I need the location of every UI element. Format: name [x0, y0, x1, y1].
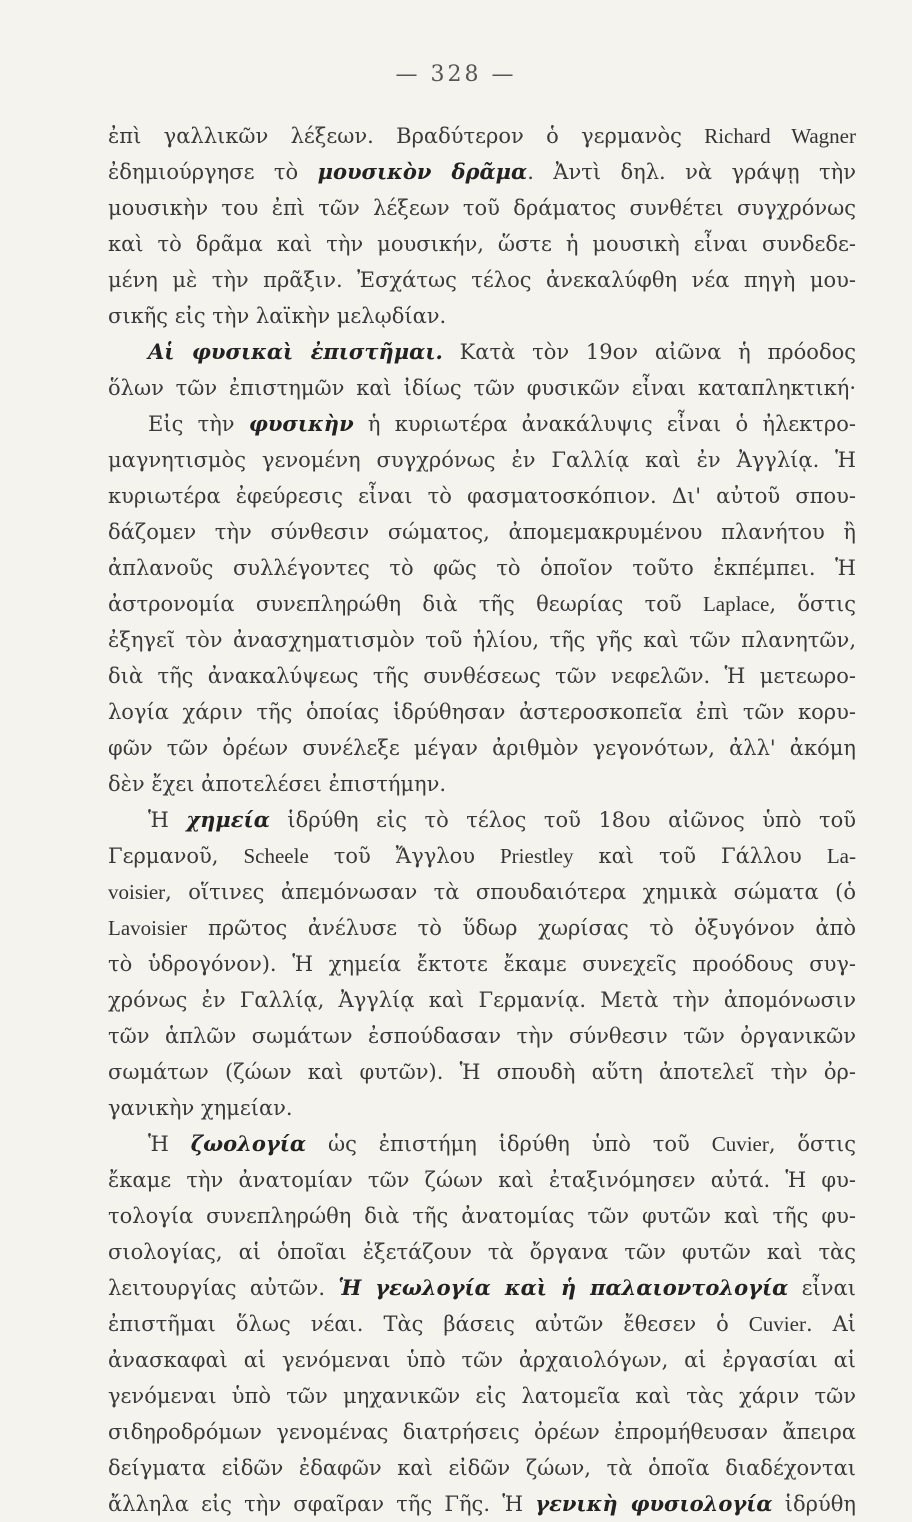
emphasized-term: γενικὴ φυσιολογία [535, 1491, 773, 1516]
text-segment: δὲν ἔχει ἀποτελέσει ἐπιστήμην. [108, 772, 447, 796]
text-segment: Laplace [702, 592, 770, 616]
text-segment: Cuvier [711, 1132, 769, 1156]
emphasized-term: χημεία [186, 807, 270, 832]
text-segment: διὰ τῆς ἀνακαλύψεως τῆς συνθέσεως τῶν νεφελῶν. Ἡ μετεωρο- [108, 664, 856, 688]
emphasized-term: Ἡ γεωλογία καὶ ἡ παλαιοντολογία [338, 1275, 789, 1300]
text-segment: . Αἱ [805, 1312, 856, 1336]
text-line [108, 262, 856, 298]
text-segment: σιδηροδρόμων γενομένας διατρήσεις ὀρέων ἐπρομήθευσαν ἄπειρα [108, 1420, 856, 1444]
page-number: — 328 — [395, 62, 517, 87]
text-line [108, 1090, 856, 1126]
text-line [108, 1234, 856, 1270]
text-segment: Lavoisier [108, 916, 188, 940]
text-line [108, 1378, 856, 1414]
text-line [108, 334, 856, 370]
emphasized-term: μουσικὸν δρᾶμα [317, 159, 528, 184]
text-segment: ἀπλανοῦς συλλέγοντες τὸ φῶς τὸ ὁποῖον τοῦτο ἐκπέμπει. Ἡ [108, 556, 856, 580]
text-segment: Scheele [243, 844, 309, 868]
text-line [108, 1198, 856, 1234]
text-segment: κυριωτέρα ἐφεύρεσις εἶναι τὸ φασματοσκόπιον. Δι' αὐτοῦ σπου- [108, 484, 856, 508]
text-segment: , ὅστις [769, 592, 856, 616]
text-segment: ἡ κυριωτέρα ἀνακάλυψις εἶναι ὁ ἠλεκτρο- [353, 412, 856, 436]
text-segment: ἀνασκαφαὶ αἱ γενόμεναι ὑπὸ τῶν ἀρχαιολόγων, αἱ ἐργασίαι αἱ [108, 1348, 856, 1372]
text-segment: φῶν τῶν ὀρέων συνέλεξε μέγαν ἀριθμὸν γεγονότων, ἀλλ' ἀκόμη [108, 736, 856, 760]
text-segment: λογία χάριν τῆς ὁποίας ἱδρύθησαν ἀστεροσκοπεῖα ἐπὶ τῶν κορυ- [108, 700, 856, 724]
text-line [108, 910, 856, 946]
text-line [108, 802, 856, 838]
text-line [108, 1450, 856, 1486]
text-segment: λειτουργίας αὐτῶν. [108, 1276, 339, 1300]
text-segment: δείγματα εἰδῶν ἐδαφῶν καὶ εἰδῶν ζώων, τὰ ὁποῖα διαδέχονται [108, 1456, 856, 1480]
text-segment: μουσικὴν του ἐπὶ τῶν λέξεων τοῦ δράματος συνθέτει συγχρόνως [108, 196, 856, 220]
text-segment: σωμάτων (ζώων καὶ φυτῶν). Ἡ σπουδὴ αὕτη ἀποτελεῖ τὴν ὀρ- [108, 1060, 856, 1084]
text-segment: Ἡ [148, 1132, 191, 1156]
text-line [108, 1270, 856, 1306]
text-segment: χρόνως ἐν Γαλλίᾳ, Ἀγγλίᾳ καὶ Γερμανίᾳ. Μετὰ τὴν ἀπομόνωσιν [108, 988, 856, 1012]
text-line [108, 586, 856, 622]
text-line [108, 946, 856, 982]
text-line [108, 1414, 856, 1450]
text-line [108, 514, 856, 550]
text-segment: γανικὴν χημείαν. [108, 1096, 293, 1120]
emphasized-term: ζωολογία [190, 1131, 307, 1156]
text-line [108, 1306, 856, 1342]
text-segment: La- [826, 844, 856, 868]
text-segment: καὶ τὸ δρᾶμα καὶ τὴν μουσικήν, ὥστε ἡ μουσικὴ εἶναι συνδεδε- [108, 232, 856, 256]
text-line [108, 550, 856, 586]
text-line [108, 298, 856, 334]
text-segment: ἐπιστῆμαι ὅλως νέαι. Τὰς βάσεις αὐτῶν ἔθεσεν ὁ [108, 1312, 749, 1336]
text-segment: δάζομεν τὴν σύνθεσιν σώματος, ἀπομεμακρυμένου πλανήτου ἢ [108, 520, 856, 544]
text-segment: Cuvier [748, 1312, 806, 1336]
text-line [108, 118, 856, 154]
text-segment: ἄλληλα εἰς τὴν σφαῖραν τῆς Γῆς. Ἡ [108, 1492, 536, 1516]
text-segment: Κατὰ τὸν 19ον αἰῶνα ἡ πρόοδος [442, 340, 856, 364]
text-segment: Γερμανοῦ, [108, 844, 244, 868]
text-segment: ἔκαμε τὴν ἀνατομίαν τῶν ζώων καὶ ἐταξινόμησεν αὐτά. Ἡ φυ- [108, 1168, 856, 1192]
text-line [108, 1342, 856, 1378]
text-line [108, 442, 856, 478]
text-line [108, 766, 856, 802]
text-segment: σικῆς εἰς τὴν λαϊκὴν μελῳδίαν. [108, 304, 447, 328]
text-segment: Richard Wagner [704, 124, 856, 148]
text-line [108, 874, 856, 910]
text-segment: Priestley [500, 844, 574, 868]
text-segment: μαγνητισμὸς γενομένη συγχρόνως ἐν Γαλλίᾳ καὶ ἐν Ἀγγλίᾳ. Ἡ [108, 448, 856, 472]
text-line [108, 838, 856, 874]
text-line [108, 370, 856, 406]
text-segment: voisier [108, 880, 166, 904]
text-line [108, 190, 856, 226]
text-segment: ἐπὶ γαλλικῶν λέξεων. Βραδύτερον ὁ γερμανὸς [108, 124, 705, 148]
text-line [108, 1162, 856, 1198]
text-segment: τὸ ὑδρογόνον). Ἡ χημεία ἔκτοτε ἔκαμε συνεχεῖς προόδους συγ- [108, 952, 856, 976]
text-segment: , οἵτινες ἀπεμόνωσαν τὰ σπουδαιότερα χημικὰ σώματα (ὁ [165, 880, 856, 904]
text-line [108, 226, 856, 262]
text-segment: πρῶτος ἀνέλυσε τὸ ὕδωρ χωρίσας τὸ ὀξυγόνον ἀπὸ [187, 916, 856, 940]
text-segment: γενόμεναι ὑπὸ τῶν μηχανικῶν εἰς λατομεῖα καὶ τὰς χάριν τῶν [108, 1384, 856, 1408]
text-line [108, 1486, 856, 1522]
text-segment: καὶ τοῦ Γάλλου [573, 844, 827, 868]
text-line [108, 478, 856, 514]
text-line [108, 1018, 856, 1054]
text-segment: τοῦ Ἄγγλου [308, 844, 500, 868]
text-line [108, 154, 856, 190]
text-line [108, 694, 856, 730]
text-segment: ἐξηγεῖ τὸν ἀνασχηματισμὸν τοῦ ἡλίου, τῆς γῆς καὶ τῶν πλανητῶν, [108, 628, 856, 652]
text-line [108, 982, 856, 1018]
text-segment: Ἡ [148, 808, 187, 832]
body-text [108, 118, 856, 1522]
text-segment: τῶν ἁπλῶν σωμάτων ἐσπούδασαν τὴν σύνθεσιν τῶν ὀργανικῶν [108, 1024, 856, 1048]
text-segment: ὅλων τῶν ἐπιστημῶν καὶ ἰδίως τῶν φυσικῶν εἶναι καταπληκτική· [108, 376, 856, 400]
text-segment: εἶναι [788, 1276, 856, 1300]
text-line [108, 622, 856, 658]
emphasized-term: Αἱ φυσικαὶ ἐπιστῆμαι. [148, 339, 443, 364]
text-segment: ἐδημιούργησε τὸ [108, 160, 318, 184]
text-segment: σιολογίας, αἱ ὁποῖαι ἐξετάζουν τὰ ὄργανα τῶν φυτῶν καὶ τὰς [108, 1240, 856, 1264]
text-segment: ἱδρύθη εἰς τὸ τέλος τοῦ 18ου αἰῶνος ὑπὸ τοῦ [269, 808, 856, 832]
text-segment: ἱδρύθη [772, 1492, 856, 1516]
text-line [108, 730, 856, 766]
text-segment: . Ἀντὶ δηλ. νὰ γράψῃ τὴν [527, 160, 856, 184]
text-line [108, 1054, 856, 1090]
text-segment: ὡς ἐπιστήμη ἱδρύθη ὑπὸ τοῦ [306, 1132, 712, 1156]
text-segment: ἀστρονομία συνεπληρώθη διὰ τῆς θεωρίας τοῦ [108, 592, 703, 616]
text-segment: τολογία συνεπληρώθη διὰ τῆς ἀνατομίας τῶν φυτῶν καὶ τῆς φυ- [108, 1204, 856, 1228]
text-line [108, 406, 856, 442]
text-line [108, 1126, 856, 1162]
emphasized-term: φυσικὴν [248, 411, 354, 436]
text-line [108, 658, 856, 694]
text-segment: μένη μὲ τὴν πρᾶξιν. Ἐσχάτως τέλος ἀνεκαλύφθη νέα πηγὴ μου- [108, 268, 856, 292]
text-segment: Εἰς τὴν [148, 412, 249, 436]
text-segment: , ὅστις [768, 1132, 856, 1156]
